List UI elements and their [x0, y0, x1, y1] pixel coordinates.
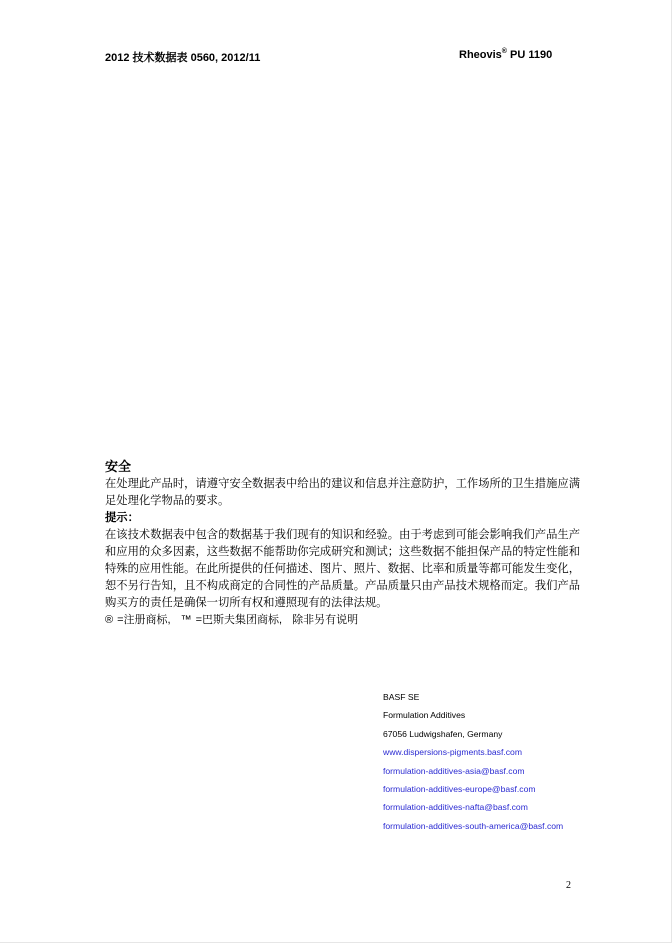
product-code: PU 1190	[506, 49, 553, 61]
safety-paragraph: 在处理此产品时，请遵守安全数据表中给出的建议和信息并注意防护，工作场所的卫生措施应满足处理化学物品的要求。	[105, 478, 580, 507]
email-link-nafta[interactable]: formulation-additives-nafta@basf.com	[383, 802, 528, 813]
header-document-info: 2012 技术数据表 0560, 2012/11	[105, 52, 261, 64]
page-number: 2	[566, 880, 571, 891]
email-link-asia[interactable]: formulation-additives-asia@basf.com	[383, 765, 525, 776]
contact-block	[383, 688, 563, 835]
trademark-note	[105, 612, 580, 629]
email-link-europe[interactable]: formulation-additives-europe@basf.com	[383, 784, 536, 795]
registered-text: =注册商标,	[117, 614, 171, 626]
safety-heading: 安全	[105, 459, 132, 474]
trademark-text: =巴斯夫集团商标,	[195, 614, 283, 626]
website-link[interactable]: www.dispersions-pigments.basf.com	[383, 747, 522, 758]
registered-symbol: ®	[105, 614, 114, 626]
email-link-south-america[interactable]: formulation-additives-south-america@basf.com	[383, 820, 564, 831]
trademark-exception: 除非另有说明	[292, 614, 359, 626]
header-product-name	[459, 49, 552, 61]
content-block	[105, 458, 580, 629]
trademark-symbol: ™	[180, 614, 192, 626]
product-registered-mark: ®	[501, 48, 507, 55]
hint-paragraph: 在该技术数据表中包含的数据基于我们现有的知识和经验。由于考虑到可能会影响我们产品生产和应用的众多因素，这些数据不能帮助你完成研究和测试；这些数据不能担保产品的特定性能和特殊的应用性能。在此所提供的任何描述、图片、照片、数据、比率和质量等都可能发生变化，恕不另行告知，且不构成商定的合同性的产品质量。产品质量只由产品技术规格而定。我们产品购买方的责任是确保一切所有权和遵照现有的法律法规。	[105, 529, 580, 609]
product-name: Rheovis	[459, 49, 502, 61]
company-address: 67056 Ludwigshafen, Germany	[383, 728, 503, 739]
company-name: BASF SE	[383, 692, 420, 702]
division-name: Formulation Additives	[383, 710, 466, 721]
hint-heading: 提示：	[105, 512, 139, 524]
